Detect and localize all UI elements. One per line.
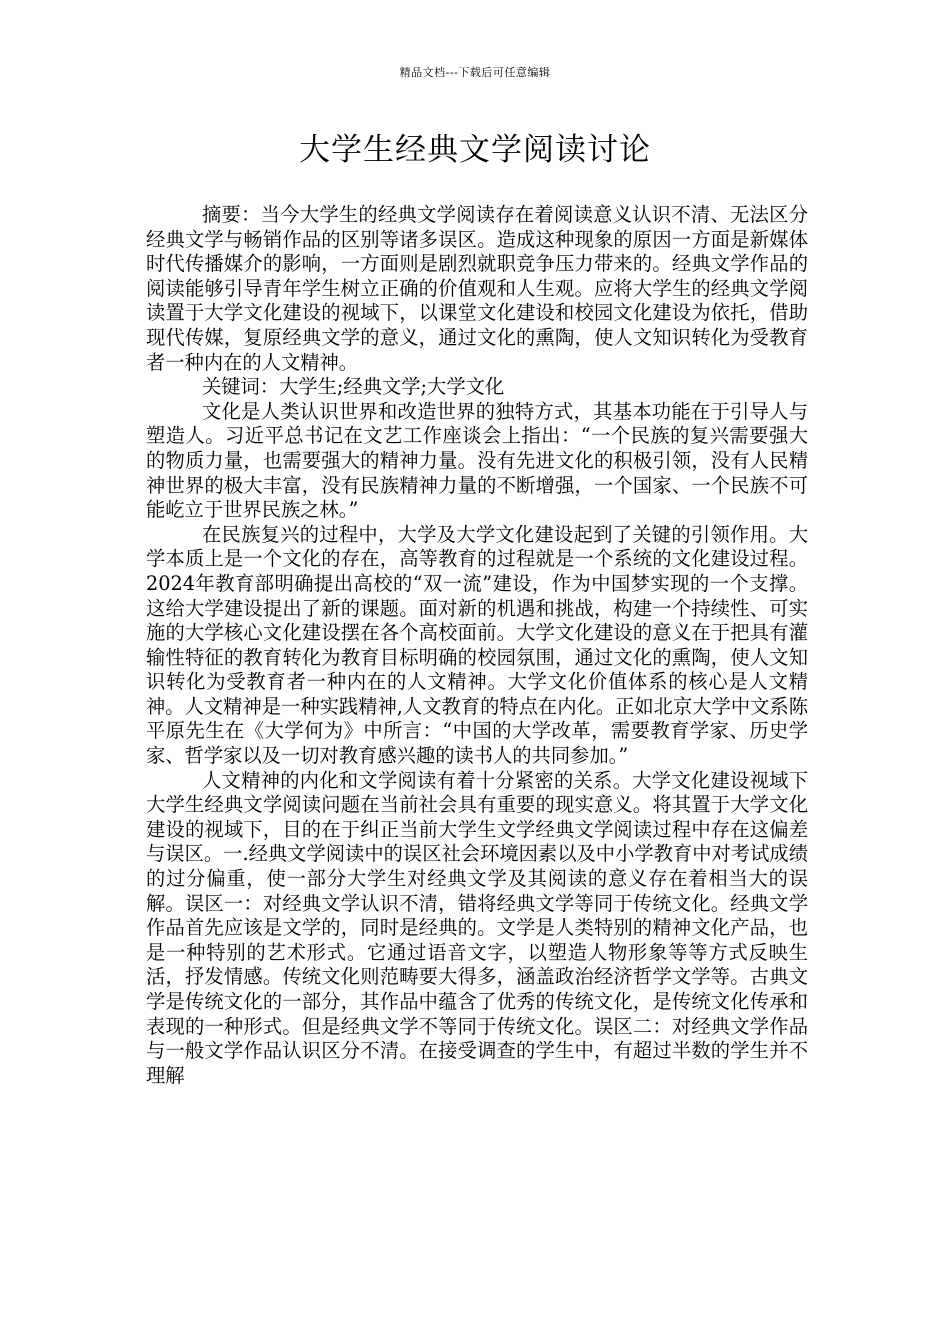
body-paragraph: 人文精神的内化和文学阅读有着十分紧密的关系。大学文化建设视域下大学生经典文学阅读问题在当前社会具有重要的现实意义。将其置于大学文化建设的视域下，目的在于纠正当前大学生文学经典文学阅读过程中存在这偏差与误区。一.经典文学阅读中的误区社会环境因素以及中小学教育中对考试成绩的过分偏重，使一部分大学生对经典文学及其阅读的意义存在着相当大的误解。误区一：对经典文学认识不清，错将经典文学等同于传统文化。经典文学作品首先应该是文学的，同时是经典的。文学是人类特别的精神文化产品，也是一种特别的艺术形式。它通过语音文字，以塑造人物形象等等方式反映生活，抒发情感。传统文化则范畴要大得多，涵盖政治经济哲学文学等。古典文学是传统文化的一部分，其作品中蕴含了优秀的传统文化，是传统文化传承和表现的一种形式。但是经典文学不等同于传统文化。误区二：对经典文学作品与一般文学作品认识区分不清。在接受调查的学生中，有超过半数的学生并不理解 [146,768,808,1087]
document-body [146,203,808,1088]
abstract-paragraph: 摘要：当今大学生的经典文学阅读存在着阅读意义认识不清、无法区分经典文学与畅销作品的区别等诸多误区。造成这种现象的原因一方面是新媒体时代传播媒介的影响，一方面则是剧烈就职竞争压力带来的。经典文学作品的阅读能够引导青年学生树立正确的价值观和人生观。应将大学生的经典文学阅读置于大学文化建设的视域下，以课堂文化建设和校园文化建设为依托，借助现代传媒，复原经典文学的意义，通过文化的熏陶，使人文知识转化为受教育者一种内在的人文精神。 [146,203,808,374]
body-paragraph: 在民族复兴的过程中，大学及大学文化建设起到了关键的引领作用。大学本质上是一个文化的存在，高等教育的过程就是一个系统的文化建设过程。2024年教育部明确提出高校的“双一流”建设，作为中国梦实现的一个支撑。这给大学建设提出了新的课题。面对新的机遇和挑战，构建一个持续性、可实施的大学核心文化建设摆在各个高校面前。大学文化建设的意义在于把具有灌输性特征的教育转化为教育目标明确的校园氛围，通过文化的熏陶，使人文知识转化为受教育者一种内在的人文精神。大学文化价值体系的核心是人文精神。人文精神是一种实践精神,人文教育的特点在内化。正如北京大学中文系陈平原先生在《大学何为》中所言：“中国的大学改革，需要教育学家、历史学家、哲学家以及一切对教育感兴趣的读书人的共同参加。” [146,522,808,768]
body-paragraph: 文化是人类认识世界和改造世界的独特方式，其基本功能在于引导人与塑造人。习近平总书记在文艺工作座谈会上指出：“一个民族的复兴需要强大的物质力量，也需要强大的精神力量。没有先进文化的积极引领，没有人民精神世界的极大丰富，没有民族精神力量的不断增强，一个国家、一个民族不可能屹立于世界民族之林。” [146,399,808,522]
document-title: 大学生经典文学阅读讨论 [299,132,651,168]
keywords-paragraph: 关键词：大学生;经典文学;大学文化 [201,375,505,399]
page-header: 精品文档---下载后可任意编辑 [399,66,551,79]
